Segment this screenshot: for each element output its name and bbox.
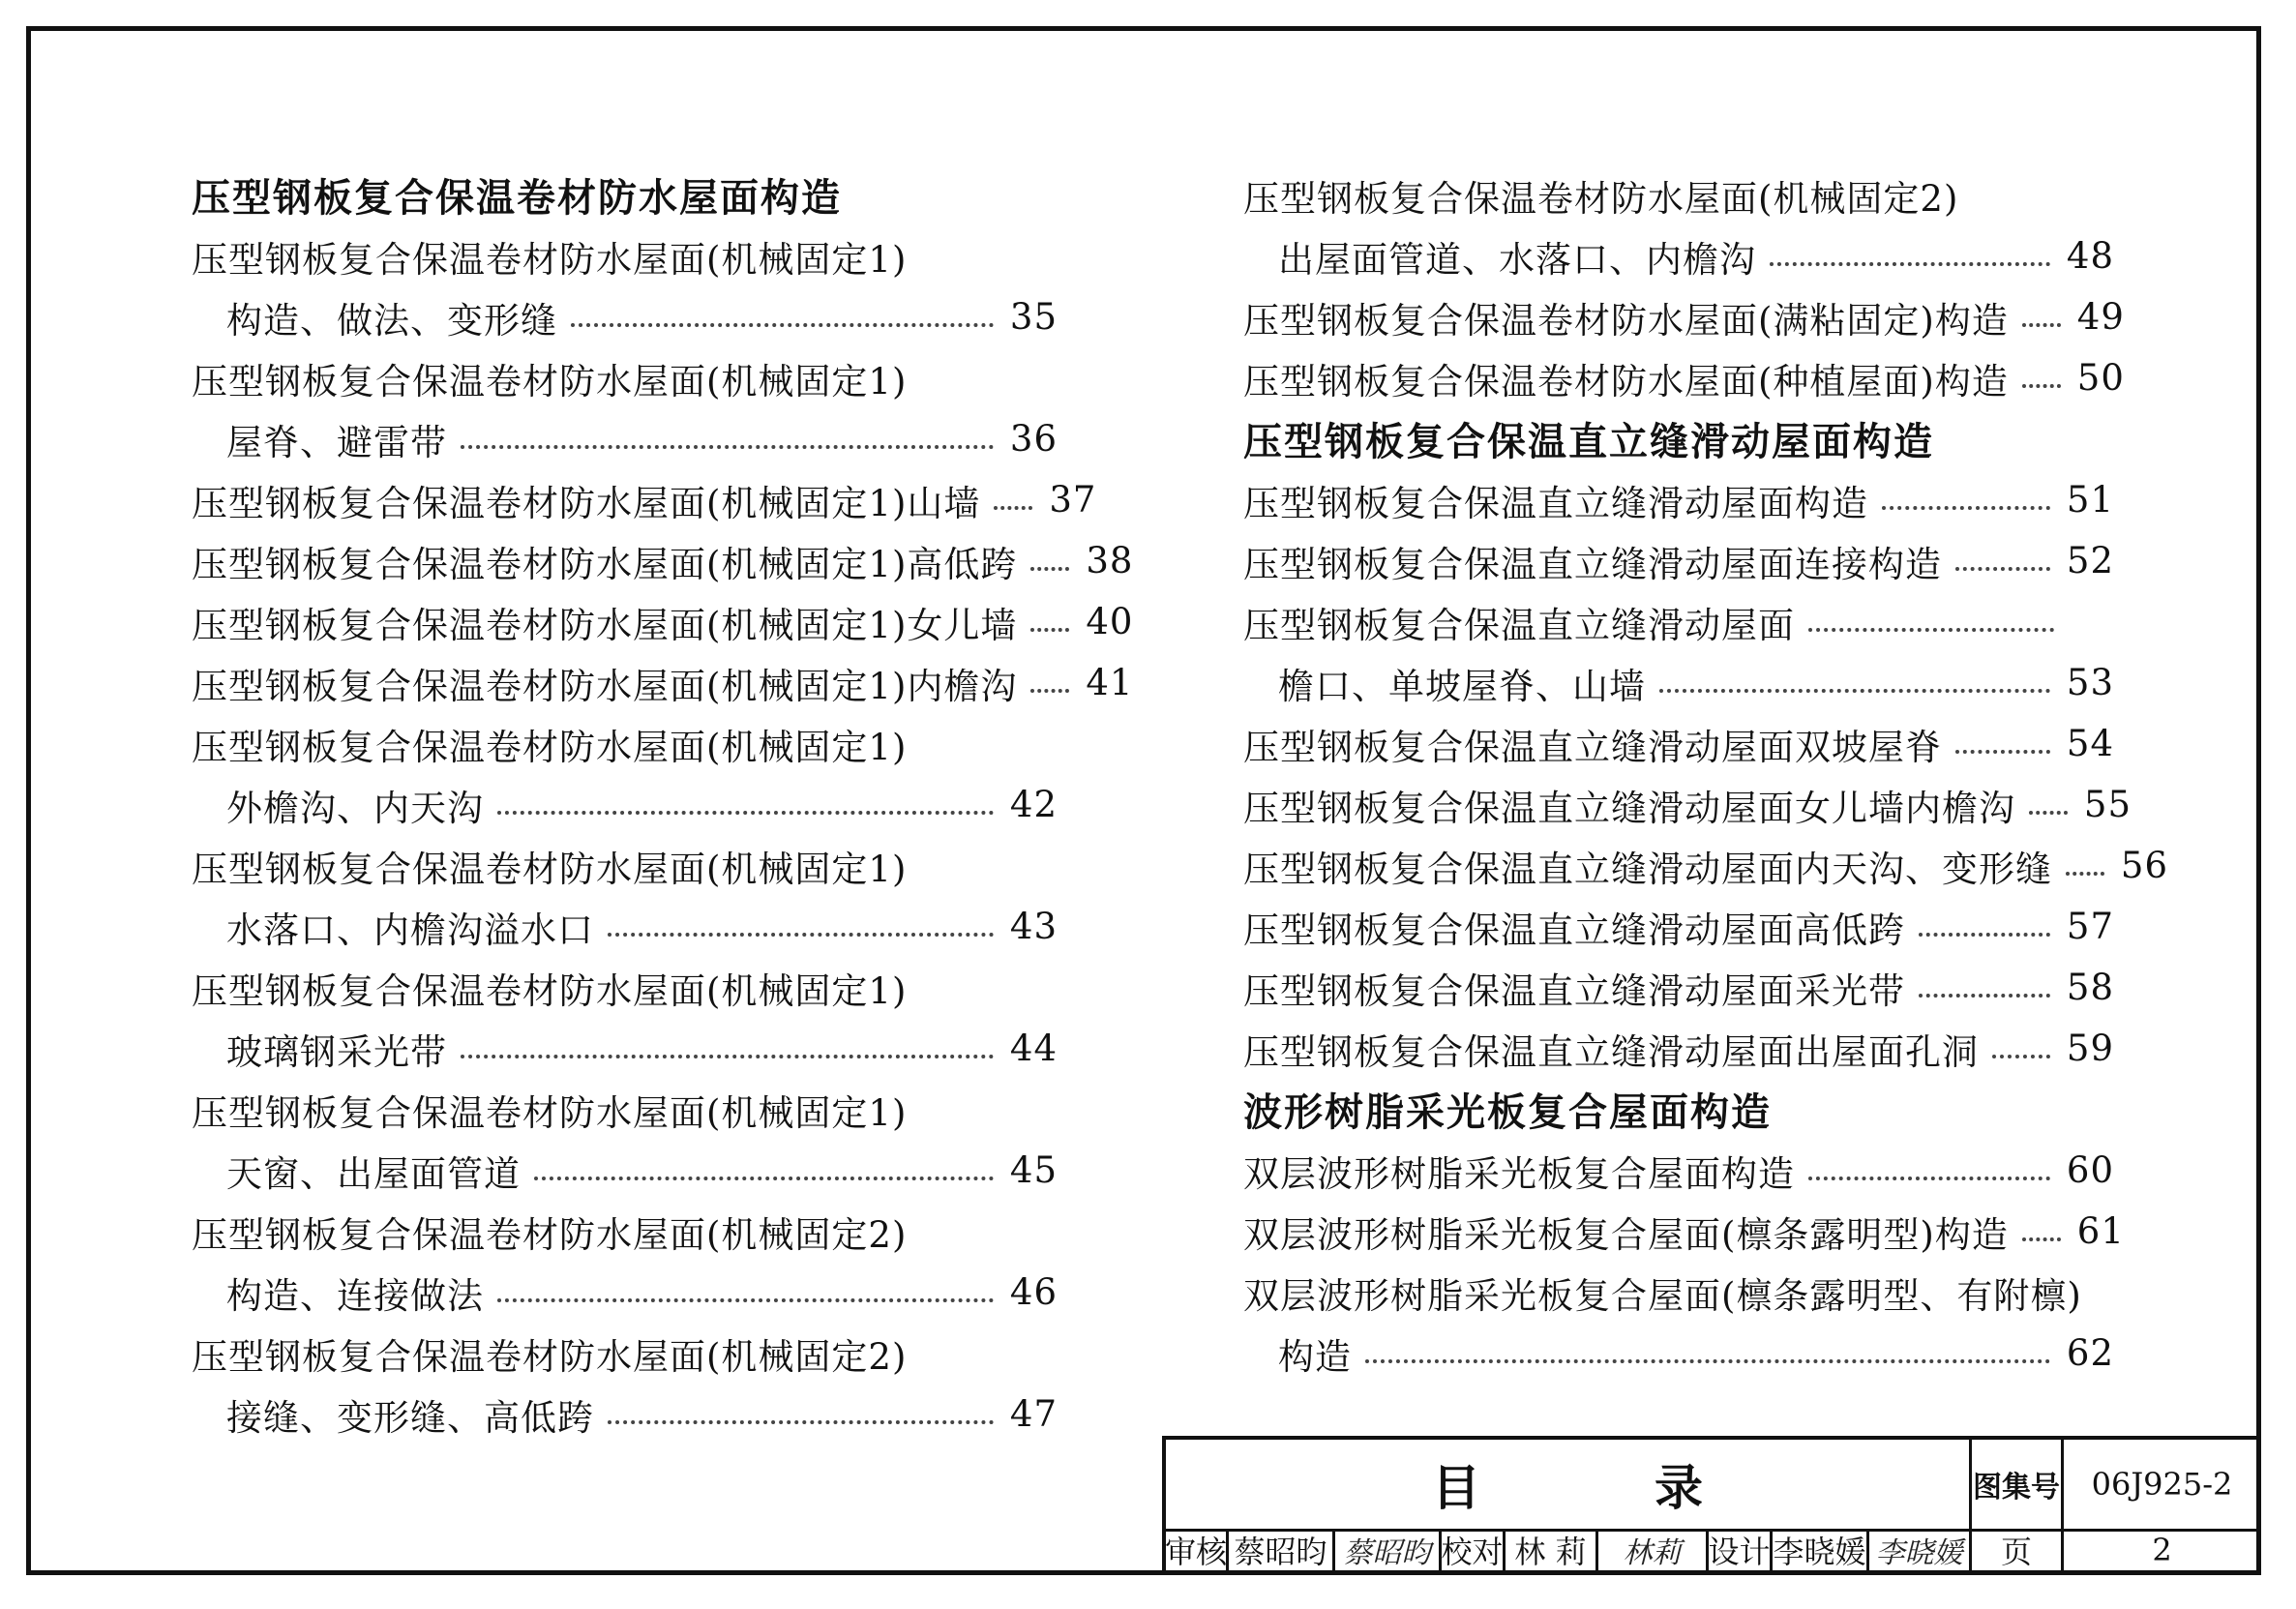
reviewer-name: 蔡昭昀 [1226,1529,1332,1571]
toc-entry-text: 压型钢板复合保温直立缝滑动屋面高低跨 [1243,909,1905,951]
toc-leader-dots [608,1420,994,1424]
toc-leader-dots [1992,1055,2050,1058]
toc-section-heading [192,164,1058,225]
toc-entry [1243,774,2132,835]
toc-entry-text: 压型钢板复合保温卷材防水屋面(机械固定1) [192,969,908,1012]
toc-entry [192,957,1058,1018]
toc-entry-text: 压型钢板复合保温卷材防水屋面(机械固定1) [192,726,908,768]
toc-page-number: 42 [1009,784,1058,825]
toc-page-number: 53 [2066,662,2114,703]
toc-entry [1243,1018,2114,1079]
toc-page-number: 48 [2066,235,2114,277]
toc-entry [1243,164,2114,225]
toc-page-number: 46 [1009,1271,1058,1313]
toc-entry-text: 压型钢板复合保温直立缝滑动屋面连接构造 [1243,543,1942,585]
toc-entry [192,1323,1058,1384]
toc-entry [1243,347,2125,408]
toc-entry-text: 压型钢板复合保温卷材防水屋面(机械固定2) [192,1213,908,1256]
toc-section-heading [1243,408,2114,469]
toc-entry-text: 接缝、变形缝、高低跨 [226,1396,594,1439]
sheet-title: 目录 [1432,1459,1877,1516]
toc-leader-dots [1955,567,2050,571]
title-block [1162,1436,2256,1571]
toc-leader-dots [1955,750,2050,754]
toc-page-number: 36 [1009,418,1058,460]
toc-entry [1243,835,2168,896]
atlas-number-label: 图集号 [1969,1440,2061,1529]
toc-leader-dots [461,445,994,449]
toc-page-number: 59 [2066,1028,2114,1069]
toc-leader-dots [608,933,994,937]
toc-entry-text: 构造 [1278,1335,1352,1378]
toc-leader-dots [2029,811,2068,815]
designer-signature: 李晓媛 [1866,1529,1969,1571]
toc-entry [192,530,1134,591]
toc-entry-continuation [1243,1323,2114,1384]
checker-signature: 林莉 [1595,1529,1706,1571]
toc-leader-dots [2022,1237,2061,1241]
page-label: 页 [1969,1529,2061,1571]
toc-entry [192,1201,1058,1262]
toc-entry-continuation [192,408,1058,469]
toc-entry-text: 压型钢板复合保温直立缝滑动屋面出屋面孔洞 [1243,1030,1979,1073]
toc-leader-dots [1882,506,2050,510]
toc-page-number: 58 [2066,967,2114,1008]
toc-page-number: 60 [2066,1149,2114,1191]
toc-page-number: 43 [1009,906,1058,947]
toc-page-number: 57 [2066,906,2114,947]
toc-leader-dots [1030,689,1069,693]
toc-page-number: 52 [2066,540,2114,581]
atlas-number: 06J925-2 [2061,1440,2260,1529]
toc-entry [192,713,1058,774]
toc-entry-text: 外檐沟、内天沟 [226,787,484,829]
toc-entry-text: 压型钢板复合保温卷材防水屋面(机械固定2) [192,1335,908,1378]
toc-entry-text: 双层波形树脂采光板复合屋面(檩条露明型)构造 [1243,1213,2009,1256]
toc-entry [1243,713,2114,774]
toc-section-heading [1243,1079,2114,1140]
toc-entry-text: 压型钢板复合保温卷材防水屋面(机械固定2) [1243,177,1959,220]
toc-entry-text: 压型钢板复合保温直立缝滑动屋面构造 [1243,419,1934,464]
toc-entry-text: 压型钢板复合保温直立缝滑动屋面内天沟、变形缝 [1243,848,2052,890]
toc-entry-text: 压型钢板复合保温卷材防水屋面(种植屋面)构造 [1243,360,2009,402]
toc-entry-text: 压型钢板复合保温直立缝滑动屋面采光带 [1243,969,1905,1012]
toc-entry-text: 压型钢板复合保温卷材防水屋面(机械固定1)内檐沟 [192,665,1018,707]
toc-page-number: 55 [2083,784,2132,825]
toc-entry [192,347,1058,408]
toc-entry [1243,896,2114,957]
title-block-bottom-row [1166,1529,2256,1571]
toc-entry-text: 压型钢板复合保温卷材防水屋面(机械固定1)山墙 [192,482,981,524]
toc-entry-text: 压型钢板复合保温卷材防水屋面(机械固定1) [192,238,908,281]
toc-leader-dots [2066,872,2104,876]
toc-page-number: 50 [2076,357,2125,399]
toc-entry-continuation [1243,225,2114,286]
toc-entry-text: 压型钢板复合保温卷材防水屋面(机械固定1) [192,1091,908,1134]
toc-entry [1243,591,2114,652]
toc-page-number: 61 [2076,1210,2125,1252]
toc-entry-text: 压型钢板复合保温卷材防水屋面(满粘固定)构造 [1243,299,2009,342]
toc-entry [1243,469,2114,530]
toc-entry [1243,1201,2125,1262]
toc-entry-text: 压型钢板复合保温卷材防水屋面(机械固定1)高低跨 [192,543,1018,585]
toc-page-number: 47 [1009,1393,1058,1435]
toc-leader-dots [461,1055,994,1058]
toc-page-number: 54 [2066,723,2114,764]
toc-entry-text: 构造、连接做法 [226,1274,484,1317]
toc-entry-continuation [1243,652,2114,713]
toc-entry-continuation [192,896,1058,957]
page-number: 2 [2061,1529,2260,1571]
toc-page-number: 49 [2076,296,2125,338]
toc-entry-text: 压型钢板复合保温直立缝滑动屋面 [1243,604,1795,646]
toc-entry-continuation [192,1018,1058,1079]
toc-leader-dots [497,811,994,815]
toc-entry [192,591,1134,652]
toc-entry-continuation [192,1140,1058,1201]
toc-page-number: 45 [1009,1149,1058,1191]
toc-page-number: 44 [1009,1028,1058,1069]
toc-entry-text: 压型钢板复合保温卷材防水屋面构造 [192,175,842,221]
toc-page-number: 56 [2120,845,2168,886]
toc-entry-text: 玻璃钢采光带 [226,1030,447,1073]
toc-entry-text: 双层波形树脂采光板复合屋面构造 [1243,1152,1795,1195]
toc-leader-dots [534,1177,994,1180]
reviewer-signature: 蔡昭昀 [1332,1529,1439,1571]
toc-entry-text: 压型钢板复合保温直立缝滑动屋面女儿墙内檐沟 [1243,787,2015,829]
toc-entry-text: 压型钢板复合保温直立缝滑动屋面构造 [1243,482,1868,524]
review-label: 审核 [1165,1534,1228,1570]
toc-entry-text: 构造、做法、变形缝 [226,299,557,342]
toc-leader-dots [571,323,994,327]
toc-entry-continuation [192,1262,1058,1323]
toc-page-number: 35 [1009,296,1058,338]
toc-entry-text: 波形树脂采光板复合屋面构造 [1243,1089,1772,1135]
toc-entry-text: 压型钢板复合保温卷材防水屋面(机械固定1) [192,360,908,402]
toc-entry [192,469,1097,530]
toc-page-number: 51 [2066,479,2114,521]
toc-entry [1243,530,2114,591]
toc-entry-text: 双层波形树脂采光板复合屋面(檩条露明型、有附檩) [1243,1274,2082,1317]
toc-entry [1243,1140,2114,1201]
toc-leader-dots [1808,628,2054,632]
toc-entry-text: 天窗、出屋面管道 [226,1152,521,1195]
toc-leader-dots [1365,1359,2050,1363]
toc-entry [192,835,1058,896]
toc-entry-continuation [192,1384,1058,1445]
toc-entry-text: 水落口、内檐沟溢水口 [226,909,594,951]
toc-entry [192,1079,1058,1140]
toc-leader-dots [994,506,1032,510]
toc-entry [192,225,1058,286]
toc-leader-dots [2022,384,2061,388]
toc-leader-dots [1030,628,1069,632]
check-label: 校对 [1439,1529,1503,1571]
toc-leader-dots [1919,994,2050,998]
toc-entry-text: 压型钢板复合保温卷材防水屋面(机械固定1) [192,848,908,890]
toc-page-number: 37 [1049,479,1097,521]
toc-page-number: 41 [1086,662,1134,703]
toc-page-number: 62 [2066,1332,2114,1374]
toc-leader-dots [1659,689,2050,693]
toc-leader-dots [1770,262,2050,266]
design-label: 设计 [1706,1529,1770,1571]
toc-entry [1243,1262,2114,1323]
toc-leader-dots [1919,933,2050,937]
toc-leader-dots [2022,323,2061,327]
toc-entry [192,652,1134,713]
toc-page-number: 40 [1086,601,1134,642]
toc-entry [1243,286,2125,347]
toc-entry-text: 出屋面管道、水落口、内檐沟 [1278,238,1756,281]
toc-leader-dots [497,1298,994,1302]
toc-leader-dots [1030,567,1069,571]
toc-entry-text: 压型钢板复合保温直立缝滑动屋面双坡屋脊 [1243,726,1942,768]
toc-page-number: 38 [1086,540,1134,581]
toc-entry-continuation [192,286,1058,347]
toc-entry-text: 檐口、单坡屋脊、山墙 [1278,665,1646,707]
toc-entry-text: 压型钢板复合保温卷材防水屋面(机械固定1)女儿墙 [192,604,1018,646]
designer-name: 李晓媛 [1770,1529,1866,1571]
toc-left-column [192,164,1134,1445]
checker-name: 林 莉 [1503,1529,1595,1571]
title-block-top-row [1166,1440,2256,1532]
toc-leader-dots [1808,1177,2050,1180]
toc-entry-continuation [192,774,1058,835]
toc-right-column [1243,164,2168,1384]
toc-entry [1243,957,2114,1018]
toc-entry-text: 屋脊、避雷带 [226,421,447,463]
